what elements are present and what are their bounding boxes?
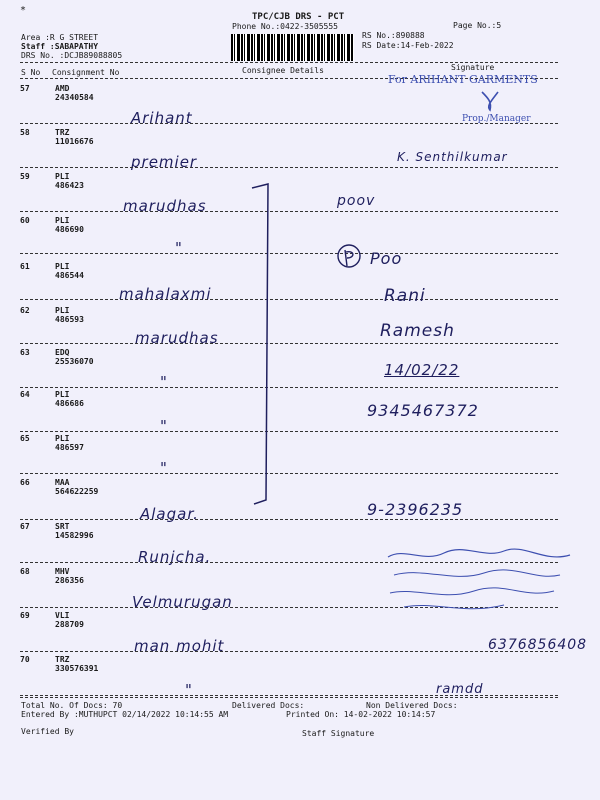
signature-row-70: ramdd [436,682,484,697]
entered-by: Entered By :MUTHUPCT 02/14/2022 10:14:55 AM [21,710,229,719]
consignment-number: SRT 14582996 [55,522,94,540]
page-number: Page No.:5 [453,21,502,30]
signature-row-60: Poo [370,249,403,268]
row-divider [20,387,558,388]
stamp-signature [478,88,502,114]
consignment-number: AMD 24340584 [55,84,94,102]
serial-number: 69 [20,611,30,620]
row-divider [20,343,558,344]
mark-asterisk: * [20,5,27,16]
document-title: TPC/CJB DRS - PCT [252,12,345,22]
company-stamp: For ARIHANT GARMENTS [388,73,538,86]
serial-number: 63 [20,348,30,357]
consignee-name: " [160,417,168,435]
consignee-name: man mohit [134,637,225,655]
consignment-number: TRZ 330576391 [55,655,99,673]
consignment-number: PLI 486690 [55,216,84,234]
phone-row-66: 9-2396235 [367,500,464,519]
consignment-number: TRZ 11016676 [55,128,94,146]
drs-number: DRS No. :DCJB89088805 [21,51,123,60]
row-divider [20,253,558,254]
signature-mark-60 [335,240,363,272]
consignee-name: " [175,239,183,257]
consignment-column-header: Consignment No [52,68,120,77]
consignee-name: mahalaxmi [119,285,212,303]
consignee-name: Velmurugan [132,593,233,611]
barcode [231,34,354,61]
serial-number: 58 [20,128,30,137]
total-docs: Total No. Of Docs: 70 [21,701,123,710]
rs-date: RS Date:14-Feb-2022 [362,41,454,50]
consignee-name: " [160,373,168,391]
area-label: Area :R G STREET [21,33,99,42]
serial-number: 66 [20,478,30,487]
consignee-name: " [185,681,193,699]
signature-row-62b: Ramesh [380,321,455,341]
signature-row-58: K. Senthilkumar [397,150,508,164]
serial-number: 70 [20,655,30,664]
consignment-number: PLI 486593 [55,306,84,324]
row-divider [20,211,558,212]
serial-number: 61 [20,262,30,271]
row-divider [20,299,558,300]
header-rule [20,62,558,63]
consignee-name: premier [131,153,198,171]
signature-column-header: Signature [451,63,495,72]
phone-row-69: 6376856408 [488,637,588,653]
signature-date: 14/02/22 [384,361,460,379]
consignment-number: PLI 486423 [55,172,84,190]
company-stamp-smudge [384,545,574,625]
consignment-number: MHV 286356 [55,567,84,585]
verified-by: Verified By [21,727,74,736]
consignment-number: VLI 288709 [55,611,84,629]
phone-number: Phone No.:0422-3505555 [232,22,338,31]
staff-label: Staff :SABAPATHY [21,42,99,51]
serial-number: 67 [20,522,30,531]
consignment-number: MAA 564622259 [55,478,99,496]
consignment-number: PLI 486686 [55,390,84,408]
consignee-name: Arihant [131,109,193,127]
footer-rule [20,697,558,698]
consignment-number: PLI 486544 [55,262,84,280]
rs-number: RS No.:890888 [362,31,425,40]
phone-row-64: 9345467372 [367,401,479,420]
consignee-name: Runjcha. [138,548,212,566]
bracket-mark [250,180,280,510]
printed-on: Printed On: 14-02-2022 10:14:57 [286,710,436,719]
consignee-name: Alagar. [140,505,199,523]
row-divider [20,167,558,168]
signature-row-62a: Rani [384,286,426,306]
serial-number: 65 [20,434,30,443]
row-divider [20,431,558,432]
sno-column-header: S No [21,68,41,77]
consignee-name: " [160,459,168,477]
non-delivered-docs: Non Delivered Docs: [366,701,458,710]
consignment-number: PLI 486597 [55,434,84,452]
delivered-docs: Delivered Docs: [232,701,305,710]
stamp-role: Prop./Manager [462,114,531,124]
consignment-number: EDQ 25536070 [55,348,94,366]
serial-number: 59 [20,172,30,181]
serial-number: 68 [20,567,30,576]
staff-signature: Staff Signature [302,729,375,738]
consignee-column-header: Consignee Details [242,66,324,75]
serial-number: 64 [20,390,30,399]
serial-number: 60 [20,216,30,225]
signature-row-59: poov [337,193,376,209]
consignee-name: marudhas [123,197,207,215]
consignee-name: marudhas [135,329,219,347]
serial-number: 57 [20,84,30,93]
row-divider [20,651,558,652]
serial-number: 62 [20,306,30,315]
row-divider [20,473,558,474]
row-divider [20,519,558,520]
